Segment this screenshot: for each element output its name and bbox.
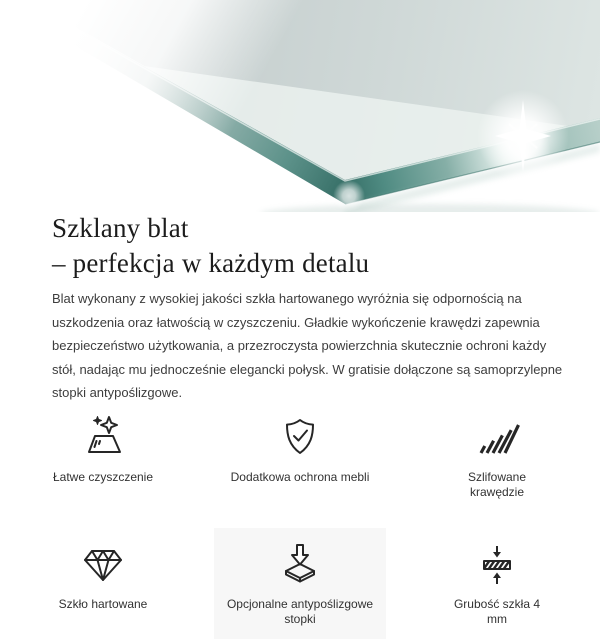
feature-cell-tempered-glass bbox=[40, 528, 166, 639]
shield-check-icon bbox=[278, 407, 322, 459]
feature-label: Szlifowane krawędzie bbox=[467, 470, 527, 499]
feature-cell-easy-cleaning bbox=[40, 401, 166, 512]
features-grid bbox=[40, 401, 560, 639]
glass-tabletop-image bbox=[0, 0, 600, 212]
feature-cell-furniture-protection bbox=[166, 401, 434, 512]
page-title bbox=[52, 211, 572, 281]
feature-label: Dodatkowa ochrona mebli bbox=[230, 470, 370, 484]
diamond-icon bbox=[81, 534, 125, 586]
page-title-line1: Szklany blat bbox=[52, 213, 189, 243]
page-title-line2: – perfekcja w każdym detalu bbox=[52, 248, 370, 278]
sparkles-surface-icon bbox=[80, 407, 126, 459]
highlighted-tile bbox=[214, 528, 386, 639]
polished-edges-icon bbox=[473, 407, 521, 459]
feature-cell-anti-slip-pads bbox=[166, 528, 434, 639]
glass-thickness-icon bbox=[475, 534, 519, 586]
feature-label: Grubość szkła 4 mm bbox=[453, 597, 541, 626]
feature-label: Łatwe czyszczenie bbox=[52, 470, 154, 484]
product-description: Blat wykonany z wysokiej jakości szkła hartowanego wyróżnia się odpornością na uszkodzenia oraz łatwością w czyszczeniu. Gładkie wykończenie krawędzi zapewnia bezpieczeństwo użytkowania, a przezroczysta powierzchnia skutecznie ochroni każdy stół, nadając mu jednocześnie elegancki połysk. W gratisie dołączone są samoprzylepne stopki antypoślizgowe. bbox=[52, 291, 563, 400]
feature-cell-polished-edges bbox=[434, 401, 560, 512]
sparkle-highlight-icon bbox=[477, 90, 569, 182]
feature-label: Opcjonalne antypoślizgowe stopki bbox=[226, 597, 374, 626]
feature-cell-glass-thickness bbox=[434, 528, 560, 639]
feature-label: Szkło hartowane bbox=[58, 597, 148, 611]
anti-slip-pads-icon bbox=[277, 534, 323, 586]
glass-render-svg bbox=[0, 0, 600, 212]
